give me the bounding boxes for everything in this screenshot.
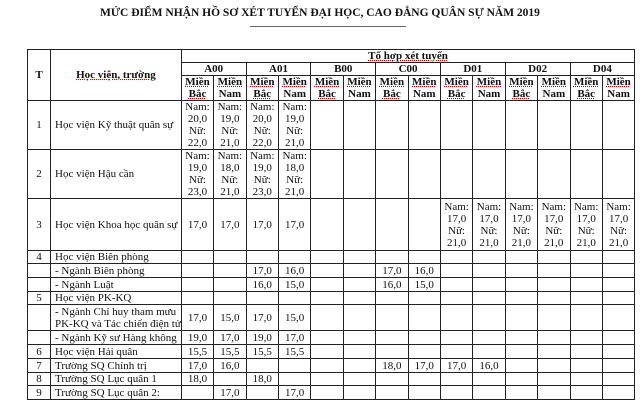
score-cell: 15,0 [278, 305, 310, 331]
institution-name: Học viện Biên phòng [51, 251, 182, 264]
score-cell [343, 150, 375, 199]
score-cell [246, 359, 278, 373]
score-cell: 18,0 [181, 373, 213, 386]
institution-name: Học viện Hậu cần [51, 150, 182, 199]
score-cell: 17,0 [214, 199, 246, 251]
score-cell [311, 278, 343, 292]
institution-name: - Ngành Luật [51, 278, 182, 292]
score-cell [473, 264, 505, 278]
score-cell [538, 331, 570, 345]
score-cell: 15,5 [214, 345, 246, 359]
score-cell [602, 373, 634, 386]
score-cell [181, 264, 213, 278]
table-header [28, 50, 635, 101]
table-body [28, 101, 635, 400]
score-cell [570, 292, 602, 305]
table-row [28, 373, 635, 386]
score-cell: 19,0 [246, 331, 278, 345]
row-index: 2 [28, 150, 51, 199]
score-cell [440, 251, 472, 264]
table-row [28, 264, 635, 278]
institution-name: Trường SQ Lục quân 1 [51, 373, 182, 386]
institution-name: Học viện Kỹ thuật quân sự [51, 101, 182, 150]
score-cell [505, 150, 537, 199]
score-cell [376, 386, 408, 400]
table-row [28, 305, 635, 331]
row-index: 6 [28, 345, 51, 359]
row-index [28, 278, 51, 292]
score-cell [602, 264, 634, 278]
score-cell [602, 359, 634, 373]
score-cell: 17,0 [408, 359, 440, 373]
table-row [28, 150, 635, 199]
score-cell: 17,0 [376, 264, 408, 278]
score-cell: 18,0 [246, 373, 278, 386]
row-index [28, 264, 51, 278]
score-cell [538, 150, 570, 199]
header-combo-c00: C00 [376, 63, 441, 76]
score-cell [311, 373, 343, 386]
score-cell: 17,0 [278, 199, 310, 251]
score-cell: 17,0 [278, 331, 310, 345]
score-cell [602, 292, 634, 305]
row-index: 8 [28, 373, 51, 386]
score-cell [408, 345, 440, 359]
header-d04-south: Miền Nam [602, 76, 634, 101]
header-d01-north: Miền Bắc [440, 76, 472, 101]
score-cell [440, 292, 472, 305]
score-cell [473, 251, 505, 264]
score-cell [440, 305, 472, 331]
score-cell [570, 101, 602, 150]
score-cell: 15,5 [278, 345, 310, 359]
institution-name: - Ngành Biên phòng [51, 264, 182, 278]
score-cell: Nam: 17,0 Nữ: 21,0 [538, 199, 570, 251]
score-cell [473, 305, 505, 331]
score-cell: Nam: 17,0 Nữ: 21,0 [505, 199, 537, 251]
score-cell: 16,0 [473, 359, 505, 373]
score-cell [505, 251, 537, 264]
score-cell [602, 345, 634, 359]
score-cell [440, 150, 472, 199]
score-cell [602, 386, 634, 400]
score-cell [343, 199, 375, 251]
score-cell [278, 373, 310, 386]
table-row [28, 251, 635, 264]
header-combo-d04: D04 [570, 63, 635, 76]
score-cell [246, 292, 278, 305]
header-b00-south: Miền Nam [343, 76, 375, 101]
score-cell [570, 345, 602, 359]
header-a01-south: Miền Nam [278, 76, 310, 101]
table-row [28, 199, 635, 251]
score-cell [473, 292, 505, 305]
score-cell [311, 305, 343, 331]
header-d01-south: Miền Nam [473, 76, 505, 101]
score-cell [570, 386, 602, 400]
row-index [28, 305, 51, 331]
score-cell [538, 373, 570, 386]
score-cell: 15,0 [408, 278, 440, 292]
score-cell: 17,0 [246, 305, 278, 331]
score-cell [570, 278, 602, 292]
row-index: 1 [28, 101, 51, 150]
score-cell [408, 331, 440, 345]
score-cell: 17,0 [214, 331, 246, 345]
score-cell: 17,0 [246, 199, 278, 251]
document-title: MỨC ĐIỂM NHẬN HỒ SƠ XÉT TUYỂN ĐẠI HỌC, CAO ĐẲNG QUÂN SỰ NĂM 2019 [100, 7, 540, 19]
header-a00-north: Miền Bắc [181, 76, 213, 101]
score-cell [473, 150, 505, 199]
score-cell [376, 199, 408, 251]
score-cell: Nam: 18,0 Nữ: 21,0 [278, 150, 310, 199]
header-c00-south: Miền Nam [408, 76, 440, 101]
header-d02-north: Miền Bắc [505, 76, 537, 101]
score-cell [538, 292, 570, 305]
score-cell: Nam: 18,0 Nữ: 21,0 [214, 150, 246, 199]
score-cell [505, 278, 537, 292]
score-cell [440, 373, 472, 386]
score-cell: 15,5 [246, 345, 278, 359]
score-cell [408, 305, 440, 331]
institution-name: Trường SQ Chính trị [51, 359, 182, 373]
score-cell [538, 386, 570, 400]
row-index: 3 [28, 199, 51, 251]
score-cell [570, 359, 602, 373]
score-cell [602, 251, 634, 264]
score-cell [570, 150, 602, 199]
score-cell [602, 305, 634, 331]
row-index: 9 [28, 386, 51, 400]
score-cell [376, 345, 408, 359]
score-cell [570, 251, 602, 264]
score-cell: 17,0 [278, 386, 310, 400]
score-cell [278, 292, 310, 305]
score-cell [246, 386, 278, 400]
score-cell [343, 292, 375, 305]
score-cell [376, 292, 408, 305]
score-cell [505, 305, 537, 331]
score-cell [376, 331, 408, 345]
score-cell [343, 264, 375, 278]
score-cell: 17,0 [181, 199, 213, 251]
score-cell [343, 373, 375, 386]
admission-score-table [27, 49, 635, 400]
header-combo-d02: D02 [505, 63, 570, 76]
score-cell [181, 386, 213, 400]
score-cell [505, 292, 537, 305]
score-cell [311, 359, 343, 373]
score-cell [538, 101, 570, 150]
score-cell: 16,0 [278, 264, 310, 278]
score-cell [505, 386, 537, 400]
score-cell [311, 251, 343, 264]
score-cell [214, 251, 246, 264]
score-cell [538, 359, 570, 373]
score-cell [181, 292, 213, 305]
score-cell [181, 251, 213, 264]
institution-name: Học viện Khoa học quân sự [51, 199, 182, 251]
score-cell [214, 373, 246, 386]
score-cell [473, 331, 505, 345]
score-cell [278, 359, 310, 373]
score-cell [214, 264, 246, 278]
score-cell: Nam: 17,0 Nữ: 21,0 [440, 199, 472, 251]
score-cell: 17,0 [246, 264, 278, 278]
score-cell [440, 101, 472, 150]
score-cell: 16,0 [376, 278, 408, 292]
score-cell: 17,0 [214, 386, 246, 400]
score-cell [440, 278, 472, 292]
score-cell: Nam: 17,0 Nữ: 21,0 [473, 199, 505, 251]
score-cell: Nam: 20,0 Nữ: 22,0 [181, 101, 213, 150]
score-cell [408, 101, 440, 150]
score-cell: 16,0 [214, 359, 246, 373]
score-cell [311, 292, 343, 305]
score-cell [214, 278, 246, 292]
score-cell [311, 386, 343, 400]
header-t: T [28, 50, 51, 101]
score-cell [602, 278, 634, 292]
score-cell: 17,0 [440, 359, 472, 373]
header-d04-north: Miền Bắc [570, 76, 602, 101]
score-cell [473, 345, 505, 359]
header-combo-a01: A01 [246, 63, 311, 76]
score-cell [538, 264, 570, 278]
institution-name: - Ngành Chỉ huy tham mưu PK-KQ và Tác chiến điện tử [51, 305, 182, 331]
score-cell [311, 199, 343, 251]
row-index [28, 331, 51, 345]
table-row [28, 359, 635, 373]
score-cell [408, 251, 440, 264]
header-combo-a00: A00 [181, 63, 246, 76]
score-cell [570, 305, 602, 331]
score-cell [473, 101, 505, 150]
score-cell [376, 150, 408, 199]
score-cell [343, 331, 375, 345]
score-cell [181, 278, 213, 292]
score-cell [408, 199, 440, 251]
score-cell [570, 331, 602, 345]
score-cell [505, 101, 537, 150]
score-cell [505, 264, 537, 278]
score-cell [343, 101, 375, 150]
score-cell [311, 150, 343, 199]
score-cell: Nam: 19,0 Nữ: 21,0 [214, 101, 246, 150]
score-cell [343, 345, 375, 359]
score-cell [343, 359, 375, 373]
score-cell [570, 264, 602, 278]
score-cell [570, 373, 602, 386]
score-cell: 16,0 [408, 264, 440, 278]
score-cell: 15,5 [181, 345, 213, 359]
row-index: 5 [28, 292, 51, 305]
score-cell [376, 101, 408, 150]
score-cell [343, 305, 375, 331]
institution-name: - Ngành Kỹ sư Hàng không [51, 331, 182, 345]
score-cell [246, 251, 278, 264]
table-row [28, 101, 635, 150]
table-row [28, 345, 635, 359]
score-cell [408, 292, 440, 305]
row-index: 7 [28, 359, 51, 373]
score-cell [473, 386, 505, 400]
score-cell: Nam: 17,0 Nữ: 21,0 [602, 199, 634, 251]
score-cell: 15,0 [278, 278, 310, 292]
score-cell [440, 331, 472, 345]
header-c00-north: Miền Bắc [376, 76, 408, 101]
score-cell: 16,0 [246, 278, 278, 292]
title-underline [250, 26, 406, 27]
institution-name: Học viện PK-KQ [51, 292, 182, 305]
score-cell: 17,0 [181, 305, 213, 331]
score-cell [343, 251, 375, 264]
header-d02-south: Miền Nam [538, 76, 570, 101]
score-cell [376, 305, 408, 331]
score-cell [343, 278, 375, 292]
score-cell [440, 264, 472, 278]
score-cell [505, 373, 537, 386]
row-index: 4 [28, 251, 51, 264]
score-cell [440, 386, 472, 400]
score-cell [278, 251, 310, 264]
score-cell: 15,0 [214, 305, 246, 331]
score-cell [473, 373, 505, 386]
header-combo-d01: D01 [440, 63, 505, 76]
score-cell [538, 251, 570, 264]
header-b00-north: Miền Bắc [311, 76, 343, 101]
header-a00-south: Miền Nam [214, 76, 246, 101]
score-cell [408, 373, 440, 386]
score-cell: 17,0 [181, 359, 213, 373]
score-cell: 18,0 [376, 359, 408, 373]
header-a01-north: Miền Bắc [246, 76, 278, 101]
score-cell [440, 345, 472, 359]
score-cell [602, 150, 634, 199]
score-cell [505, 331, 537, 345]
table-row [28, 278, 635, 292]
score-cell [505, 359, 537, 373]
score-cell [602, 101, 634, 150]
header-combo-b00: B00 [311, 63, 376, 76]
score-cell: Nam: 20,0 Nữ: 22,0 [246, 101, 278, 150]
score-cell [376, 251, 408, 264]
score-cell [538, 345, 570, 359]
score-cell [473, 278, 505, 292]
score-cell: Nam: 19,0 Nữ: 23,0 [246, 150, 278, 199]
score-cell: Nam: 19,0 Nữ: 23,0 [181, 150, 213, 199]
score-cell [311, 101, 343, 150]
score-cell [408, 150, 440, 199]
score-cell [602, 331, 634, 345]
table-row [28, 386, 635, 400]
institution-name: Trường SQ Lục quân 2: [51, 386, 182, 400]
score-cell [538, 305, 570, 331]
score-cell [311, 264, 343, 278]
score-cell [505, 345, 537, 359]
table-row [28, 331, 635, 345]
score-cell [311, 331, 343, 345]
score-cell [214, 292, 246, 305]
score-cell: 19,0 [181, 331, 213, 345]
score-cell [408, 386, 440, 400]
header-combination-group: Tổ hợp xét tuyển [181, 50, 634, 63]
table-row [28, 292, 635, 305]
score-cell [311, 345, 343, 359]
score-cell [376, 373, 408, 386]
header-institution: Học viện, trường [51, 50, 182, 101]
institution-name: Học viện Hải quân [51, 345, 182, 359]
score-cell [343, 386, 375, 400]
score-cell: Nam: 19,0 Nữ: 21,0 [278, 101, 310, 150]
score-cell [538, 278, 570, 292]
score-cell: Nam: 17,0 Nữ: 21,0 [570, 199, 602, 251]
